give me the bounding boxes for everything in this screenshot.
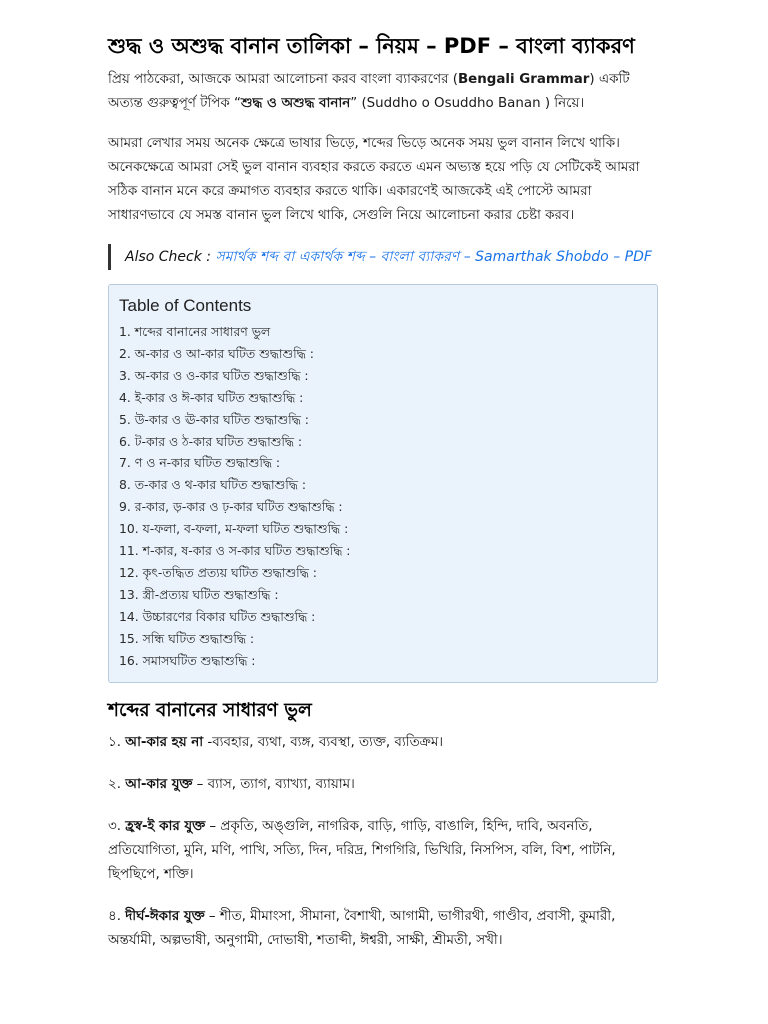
rule-text: – প্রকৃতি, অঙ্গুলি, নাগরিক, বাড়ি, গাড়ি, বাঙালি, হিন্দি, দাবি, অবনতি, প্রতিযোগিতা, মুনি, মণি, পাখি, সত্যি, দিন, দরিদ্র, শিগগিরি, ভিখিরি, নিসপিস, বলি, বিশ, পাটনি, ছিপছিপে, শক্তি।: [108, 818, 616, 882]
rule-number: ৩.: [108, 818, 126, 834]
toc-item[interactable]: 14. উচ্চারণের বিকার ঘটিত শুদ্ধাশুদ্ধি :: [119, 608, 316, 624]
toc-item[interactable]: 5. উ-কার ও ঊ-কার ঘটিত শুদ্ধাশুদ্ধি :: [119, 411, 309, 427]
rule-item: [108, 905, 660, 953]
description-paragraph: আমরা লেখার সময় অনেক ক্ষেত্রে ভাষার ভিড়ে, শব্দের ভিড়ে অনেক সময় ভুল বানান লিখে থাকি। অনেকক্ষেত্রে আমরা সেই ভুল বানান ব্যবহার করতে করতে এমন অভ্যস্ত হয়ে পড়ি যে সেটিকেই আমরা সঠিক বানান মনে করে ক্রমাগত ব্যবহার করতে থাকি। একারণেই আজকেই এই পোস্টে আমরা সাধারণভাবে যে সমস্ত বানান ভুল লিখে থাকি, সেগুলি নিয়ে আলোচনা করার চেষ্টা করব।: [108, 136, 640, 223]
rule-lead: আ-কার যুক্ত: [125, 776, 193, 792]
intro-paragraph: [108, 68, 660, 116]
toc-item[interactable]: 7. ণ ও ন-কার ঘটিত শুদ্ধাশুদ্ধি :: [119, 455, 281, 471]
toc-item[interactable]: 6. ট-কার ও ঠ-কার ঘটিত শুদ্ধাশুদ্ধি :: [119, 433, 303, 449]
toc-item[interactable]: 8. ত-কার ও থ-কার ঘটিত শুদ্ধাশুদ্ধি :: [119, 477, 307, 493]
rule-item: [108, 731, 660, 755]
rule-text: – শীত, মীমাংসা, সীমানা, বৈশাখী, আগামী, ভাগীরথী, গাণ্ডীব, প্রবাসী, কুমারী, অন্তর্যামী, অল্পভাষী, অনুগামী, দোভাষী, শতাব্দী, ঈশ্বরী, সাক্ষী, শ্রীমতী, সখী।: [108, 908, 616, 948]
rule-number: ৪.: [108, 908, 126, 924]
also-check-label: Also Check :: [125, 249, 216, 265]
toc-item[interactable]: 15. সন্ধি ঘটিত শুদ্ধাশুদ্ধি :: [119, 630, 255, 646]
toc-item[interactable]: 10. য-ফলা, ব-ফলা, ম-ফলা ঘটিত শুদ্ধাশুদ্ধি :: [119, 521, 349, 537]
intro-text-2: ) একটি অত্যন্ত গুরুত্বপূর্ণ টপিক “: [108, 72, 630, 111]
rule-number: ১.: [108, 734, 126, 750]
toc-item[interactable]: 4. ই-কার ও ঈ-কার ঘটিত শুদ্ধাশুদ্ধি :: [119, 389, 304, 405]
toc-title: Table of Contents: [119, 296, 252, 315]
toc-item[interactable]: 13. স্ত্রী-প্রত্যয় ঘটিত শুদ্ধাশুদ্ধি :: [119, 586, 279, 602]
table-of-contents: [108, 284, 658, 683]
toc-item[interactable]: 9. র-কার, ড়-কার ও ঢ়-কার ঘটিত শুদ্ধাশুদ্ধি :: [119, 499, 343, 515]
toc-list: [119, 321, 647, 672]
toc-item[interactable]: 2. অ-কার ও আ-কার ঘটিত শুদ্ধাশুদ্ধি :: [119, 345, 314, 361]
also-check-link[interactable]: সমার্থক শব্দ বা একার্থক শব্দ – বাংলা ব্যাকরণ – Samarthak Shobdo – PDF: [215, 249, 652, 265]
toc-item[interactable]: 11. শ-কার, ষ-কার ও স-কার ঘটিত শুদ্ধাশুদ্ধি :: [119, 543, 351, 559]
rule-lead: দীর্ঘ-ঈকার যুক্ত: [125, 908, 205, 924]
toc-item[interactable]: 12. কৃৎ-তদ্ধিত প্রত্যয় ঘটিত শুদ্ধাশুদ্ধি :: [119, 564, 317, 580]
intro-text-1: প্রিয় পাঠকেরা, আজকে আমরা আলোচনা করব বাংলা ব্যাকরণের (: [108, 72, 458, 87]
toc-item[interactable]: 1. শব্দের বানানের সাধারণ ভুল: [119, 324, 271, 339]
section-heading: শব্দের বানানের সাধারণ ভুল: [108, 699, 312, 721]
intro-bold-2: শুদ্ধ ও অশুদ্ধ বানান: [240, 96, 351, 111]
rule-number: ২.: [108, 776, 126, 792]
toc-item[interactable]: 3. অ-কার ও ও-কার ঘটিত শুদ্ধাশুদ্ধি :: [119, 367, 309, 383]
toc-item[interactable]: 16. সমাসঘটিত শুদ্ধাশুদ্ধি :: [119, 652, 256, 668]
page-title: শুদ্ধ ও অশুদ্ধ বানান তালিকা – নিয়ম – PDF – বাংলা ব্যাকরণ: [108, 34, 635, 58]
intro-text-3: ” (Suddho o Osuddho Banan ) নিয়ে।: [350, 96, 585, 111]
rule-item: [108, 773, 660, 797]
rule-item: [108, 815, 660, 887]
rule-lead: আ-কার হয় না: [125, 734, 204, 750]
rule-lead: হ্রস্ব-ই কার যুক্ত: [125, 818, 206, 834]
rule-text: – ব্যাস, ত্যাগ, ব্যাখ্যা, ব্যায়াম।: [192, 776, 355, 792]
intro-bold-1: Bengali Grammar: [457, 72, 590, 87]
rule-text: -ব্যবহার, ব্যথা, ব্যঙ্গ, ব্যবস্থা, ত্যক্ত, ব্যতিক্রম।: [203, 734, 444, 750]
also-check-quote: [108, 244, 660, 270]
